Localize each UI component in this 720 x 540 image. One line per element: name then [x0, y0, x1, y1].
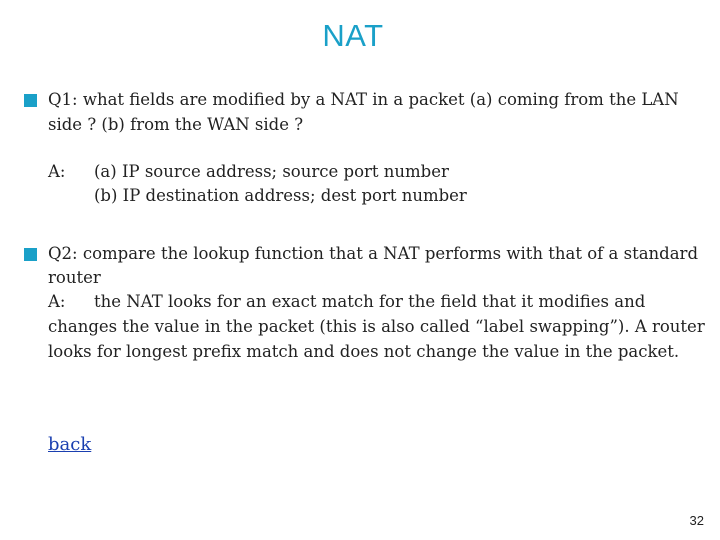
page-number: 32: [689, 513, 704, 528]
q2-question-line2: router: [48, 268, 101, 287]
back-link[interactable]: back: [48, 434, 92, 455]
q2-question-line1: Q2: compare the lookup function that a NAT performs with that of a standard: [48, 244, 699, 263]
q2-bullet-icon: [24, 248, 37, 261]
q1-question-line2: side ? (b) from the WAN side ?: [48, 115, 304, 134]
q1-bullet-icon: [24, 94, 37, 107]
q2-answer-line2: changes the value in the packet (this is also called “label swapping”). A router: [48, 317, 705, 336]
q2-answer-line1: the NAT looks for an exact match for the field that it modifies and: [94, 292, 646, 311]
q2-answer-prefix: A:: [48, 292, 66, 311]
q1-question-line1: Q1: what fields are modified by a NAT in a packet (a) coming from the LAN: [48, 90, 679, 109]
q2-answer-line3: looks for longest prefix match and does not change the value in the packet.: [48, 342, 680, 361]
slide-title: NAT: [322, 18, 384, 53]
q1-answer-b: (b) IP destination address; dest port number: [94, 186, 467, 205]
q1-answer-prefix: A:: [48, 162, 66, 181]
q1-answer-a: (a) IP source address; source port number: [94, 162, 449, 181]
